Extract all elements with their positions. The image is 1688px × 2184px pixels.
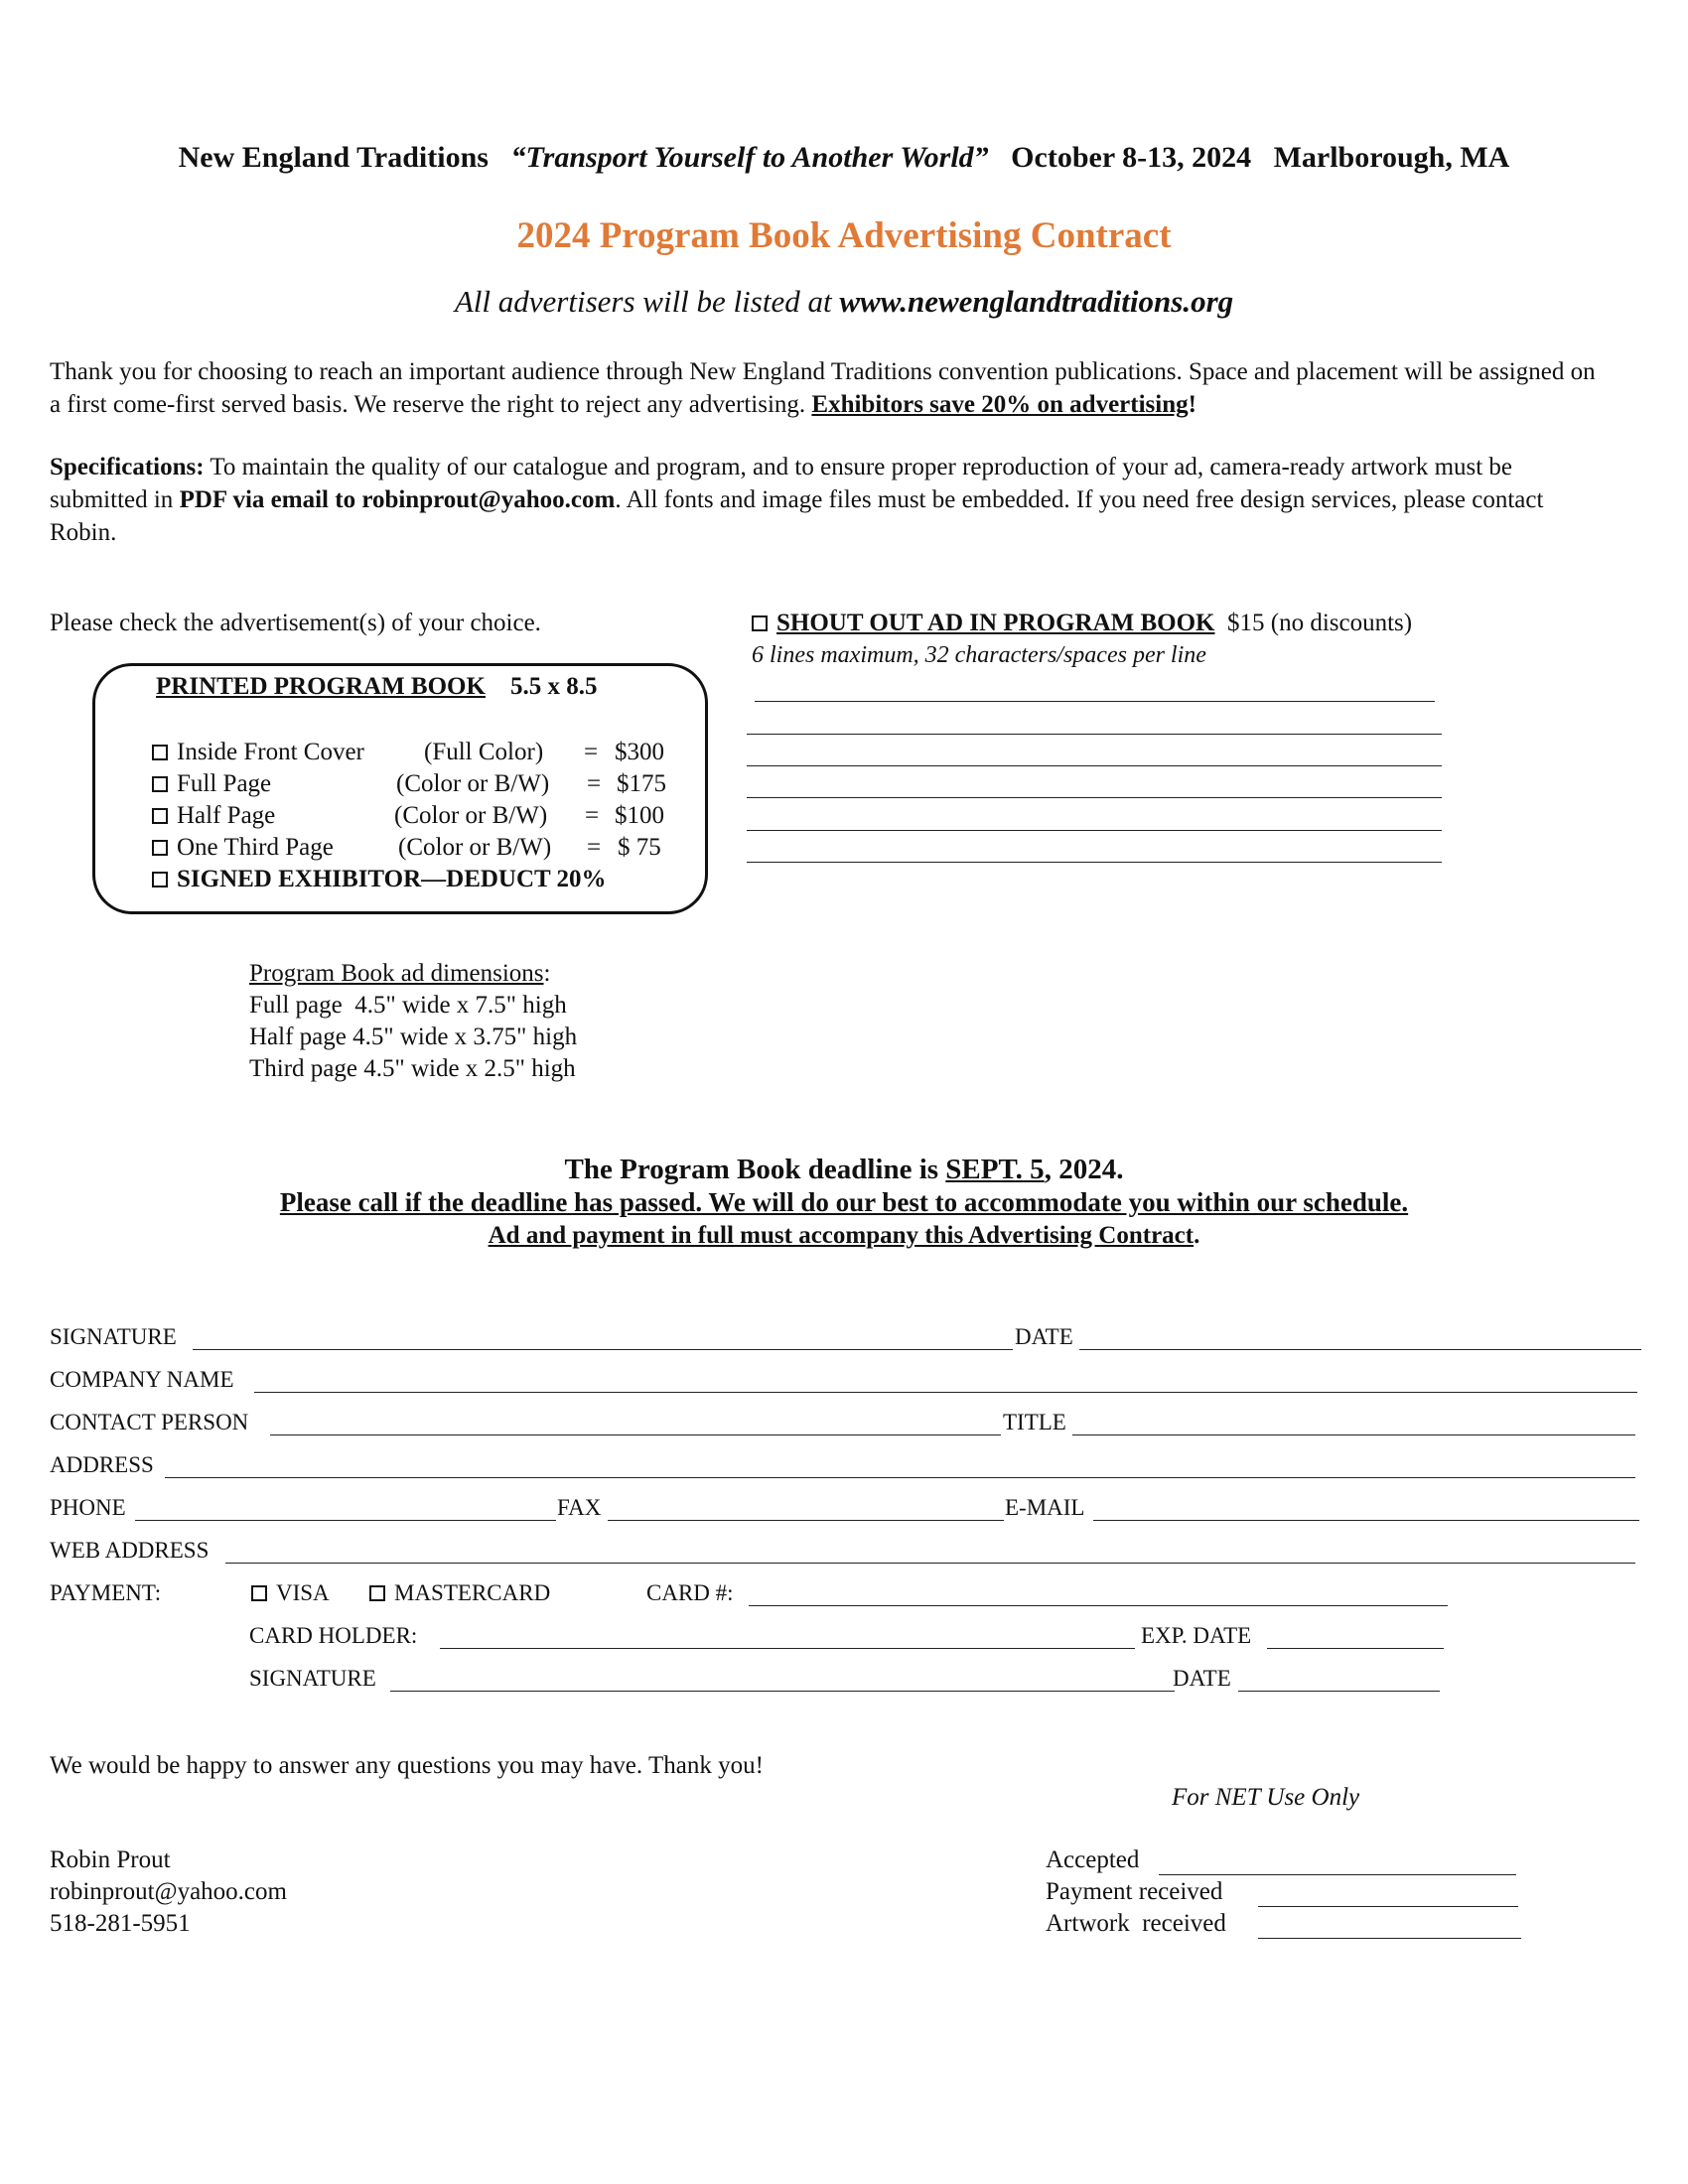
title-label: TITLE bbox=[1003, 1410, 1066, 1434]
address-label: ADDRESS bbox=[50, 1452, 154, 1477]
fax-label: FAX bbox=[557, 1495, 602, 1520]
deadline-date: SEPT. 5 bbox=[945, 1154, 1045, 1185]
specs-label: Specifications: bbox=[50, 454, 205, 480]
deadline-suffix: , 2024. bbox=[1044, 1154, 1124, 1185]
shout-out-line-2[interactable] bbox=[747, 734, 1442, 735]
event-dates: October 8-13, 2024 bbox=[1011, 141, 1252, 174]
web-address-field[interactable] bbox=[225, 1563, 1635, 1564]
visa-option[interactable] bbox=[251, 1580, 330, 1606]
net-use-heading: For NET Use Only bbox=[1172, 1784, 1360, 1811]
checkbox[interactable] bbox=[152, 776, 168, 792]
option-name: SIGNED EXHIBITOR—DEDUCT 20% bbox=[177, 866, 607, 892]
option-name: Full Page bbox=[177, 770, 272, 797]
card-date-label: DATE bbox=[1173, 1666, 1231, 1691]
card-signature-field[interactable] bbox=[390, 1691, 1175, 1692]
mastercard-label: MASTERCARD bbox=[394, 1580, 551, 1605]
checkbox[interactable] bbox=[152, 840, 168, 856]
option-price: $300 bbox=[615, 739, 664, 765]
dimension-half: Half page 4.5" wide x 3.75" high bbox=[249, 1024, 578, 1050]
address-field[interactable] bbox=[165, 1477, 1635, 1478]
event-tagline: “Transport Yourself to Another World” bbox=[510, 141, 989, 174]
shout-out-line-4[interactable] bbox=[747, 797, 1442, 798]
web-address-label: WEB ADDRESS bbox=[50, 1538, 210, 1563]
option-name: Inside Front Cover bbox=[177, 739, 364, 765]
dimensions-colon: : bbox=[543, 960, 551, 987]
option-color: (Full Color) bbox=[424, 739, 544, 765]
signature-field[interactable] bbox=[193, 1349, 1013, 1350]
deadline-line bbox=[0, 1154, 1688, 1186]
company-name-field[interactable] bbox=[254, 1392, 1637, 1393]
option-price: $ 75 bbox=[618, 834, 661, 861]
phone-label: PHONE bbox=[50, 1495, 126, 1520]
accepted-label: Accepted bbox=[1046, 1846, 1140, 1873]
dimension-full: Full page 4.5" wide x 7.5" high bbox=[249, 992, 567, 1019]
contact-phone: 518-281-5951 bbox=[50, 1910, 191, 1937]
contact-person-label: CONTACT PERSON bbox=[50, 1410, 249, 1434]
company-name-label: COMPANY NAME bbox=[50, 1367, 234, 1392]
option-half-page[interactable] bbox=[152, 800, 275, 832]
event-header bbox=[0, 141, 1688, 175]
shout-out-line-1[interactable] bbox=[755, 701, 1435, 702]
deadline-note: Please call if the deadline has passed. We will do our best to accommodate you within our schedule. bbox=[279, 1187, 1409, 1217]
card-signature-label: SIGNATURE bbox=[249, 1666, 376, 1691]
dimension-third: Third page 4.5" wide x 2.5" high bbox=[249, 1055, 576, 1082]
contact-name: Robin Prout bbox=[50, 1846, 171, 1873]
option-one-third-page[interactable] bbox=[152, 832, 334, 864]
artwork-received-label: Artwork received bbox=[1046, 1910, 1226, 1937]
payment-note-text: Ad and payment in full must accompany this Advertising Contract bbox=[488, 1222, 1195, 1249]
deadline-prefix: The Program Book deadline is bbox=[564, 1154, 939, 1185]
option-name: Half Page bbox=[177, 802, 276, 829]
event-location: Marlborough, MA bbox=[1273, 141, 1510, 174]
fax-field[interactable] bbox=[608, 1520, 1004, 1521]
exp-date-field[interactable] bbox=[1267, 1648, 1444, 1649]
contact-email[interactable]: robinprout@yahoo.com bbox=[50, 1878, 287, 1905]
payment-label: PAYMENT: bbox=[50, 1580, 162, 1605]
dimensions-title: Program Book ad dimensions bbox=[249, 960, 544, 987]
specs-bold: PDF via email to robinprout@yahoo.com bbox=[179, 486, 616, 513]
option-color: (Color or B/W) bbox=[396, 770, 550, 797]
card-number-label: CARD #: bbox=[646, 1580, 734, 1605]
payment-note bbox=[0, 1222, 1688, 1250]
intro-text: Thank you for choosing to reach an important audience through New England Traditions convention publications. Space and placement will be assigned on a first come-first served basis. We reserve the right to reject any advertising. bbox=[50, 358, 1596, 418]
payment-received-label: Payment received bbox=[1046, 1878, 1223, 1905]
date-field[interactable] bbox=[1079, 1349, 1641, 1350]
specs-text-1: To maintain the quality of our catalogue and program, and to ensure proper reproduction of your ad, camera-ready artwork must be submitted in bbox=[50, 454, 1513, 513]
subtitle bbox=[0, 284, 1688, 320]
accepted-field[interactable] bbox=[1159, 1874, 1516, 1875]
title-field[interactable] bbox=[1072, 1434, 1635, 1435]
artwork-received-field[interactable] bbox=[1258, 1938, 1521, 1939]
option-signed-exhibitor[interactable] bbox=[152, 864, 607, 895]
choose-prompt: Please check the advertisement(s) of your choice. bbox=[50, 610, 541, 636]
shout-out-line-6[interactable] bbox=[747, 862, 1442, 863]
specs-text-2: . All fonts and image files must be embedded. If you need free design services, please contact Robin. bbox=[50, 486, 1544, 546]
card-date-field[interactable] bbox=[1238, 1691, 1440, 1692]
checkbox[interactable] bbox=[152, 872, 168, 887]
option-eq: = bbox=[587, 770, 602, 797]
specifications-paragraph bbox=[50, 451, 1599, 549]
signature-label: SIGNATURE bbox=[50, 1324, 177, 1349]
checkbox[interactable] bbox=[152, 808, 168, 824]
option-eq: = bbox=[584, 739, 599, 765]
shout-out-line-3[interactable] bbox=[747, 765, 1442, 766]
shout-out-note: 6 lines maximum, 32 characters/spaces per line bbox=[752, 642, 1206, 668]
shout-out-title: SHOUT OUT AD IN PROGRAM BOOK bbox=[776, 610, 1215, 636]
printed-box-size: 5.5 x 8.5 bbox=[509, 673, 598, 700]
org-name: New England Traditions bbox=[178, 141, 489, 174]
exhibitor-savings: Exhibitors save 20% on advertising bbox=[811, 391, 1189, 418]
page-title: 2024 Program Book Advertising Contract bbox=[516, 215, 1172, 256]
payment-note-end: . bbox=[1194, 1222, 1200, 1249]
date-label: DATE bbox=[1015, 1324, 1073, 1349]
option-full-page[interactable] bbox=[152, 768, 271, 800]
mastercard-option[interactable] bbox=[369, 1580, 550, 1606]
payment-received-field[interactable] bbox=[1258, 1906, 1518, 1907]
intro-paragraph bbox=[50, 355, 1599, 421]
card-holder-field[interactable] bbox=[440, 1648, 1135, 1649]
visa-label: VISA bbox=[276, 1580, 330, 1605]
printed-box-title: PRINTED PROGRAM BOOK bbox=[156, 673, 486, 700]
exp-date-label: EXP. DATE bbox=[1141, 1623, 1252, 1648]
card-number-field[interactable] bbox=[749, 1605, 1448, 1606]
option-price: $100 bbox=[615, 802, 664, 829]
subtitle-prefix: All advertisers will be listed at bbox=[454, 284, 832, 319]
checkbox[interactable] bbox=[369, 1585, 385, 1601]
option-color: (Color or B/W) bbox=[398, 834, 552, 861]
printed-box-heading bbox=[156, 673, 597, 701]
website-url[interactable]: www.newenglandtraditions.org bbox=[839, 284, 1234, 319]
email-field[interactable] bbox=[1093, 1520, 1639, 1521]
option-eq: = bbox=[585, 802, 600, 829]
shout-out-line-5[interactable] bbox=[747, 830, 1442, 831]
contact-person-field[interactable] bbox=[270, 1434, 1001, 1435]
shout-out-price: $15 (no discounts) bbox=[1227, 610, 1413, 636]
checkbox[interactable] bbox=[752, 615, 768, 631]
phone-field[interactable] bbox=[135, 1520, 556, 1521]
option-eq: = bbox=[587, 834, 602, 861]
intro-end: ! bbox=[1188, 391, 1196, 418]
option-name: One Third Page bbox=[177, 834, 334, 861]
dimensions-heading bbox=[249, 960, 550, 988]
closing-text: We would be happy to answer any questions you may have. Thank you! bbox=[50, 1752, 764, 1779]
option-inside-front-cover[interactable] bbox=[152, 737, 364, 768]
checkbox[interactable] bbox=[251, 1585, 267, 1601]
email-label: E-MAIL bbox=[1005, 1495, 1085, 1520]
option-price: $175 bbox=[617, 770, 666, 797]
card-holder-label: CARD HOLDER: bbox=[249, 1623, 418, 1648]
option-color: (Color or B/W) bbox=[394, 802, 548, 829]
shout-out-heading[interactable] bbox=[752, 610, 1412, 637]
checkbox[interactable] bbox=[152, 745, 168, 760]
